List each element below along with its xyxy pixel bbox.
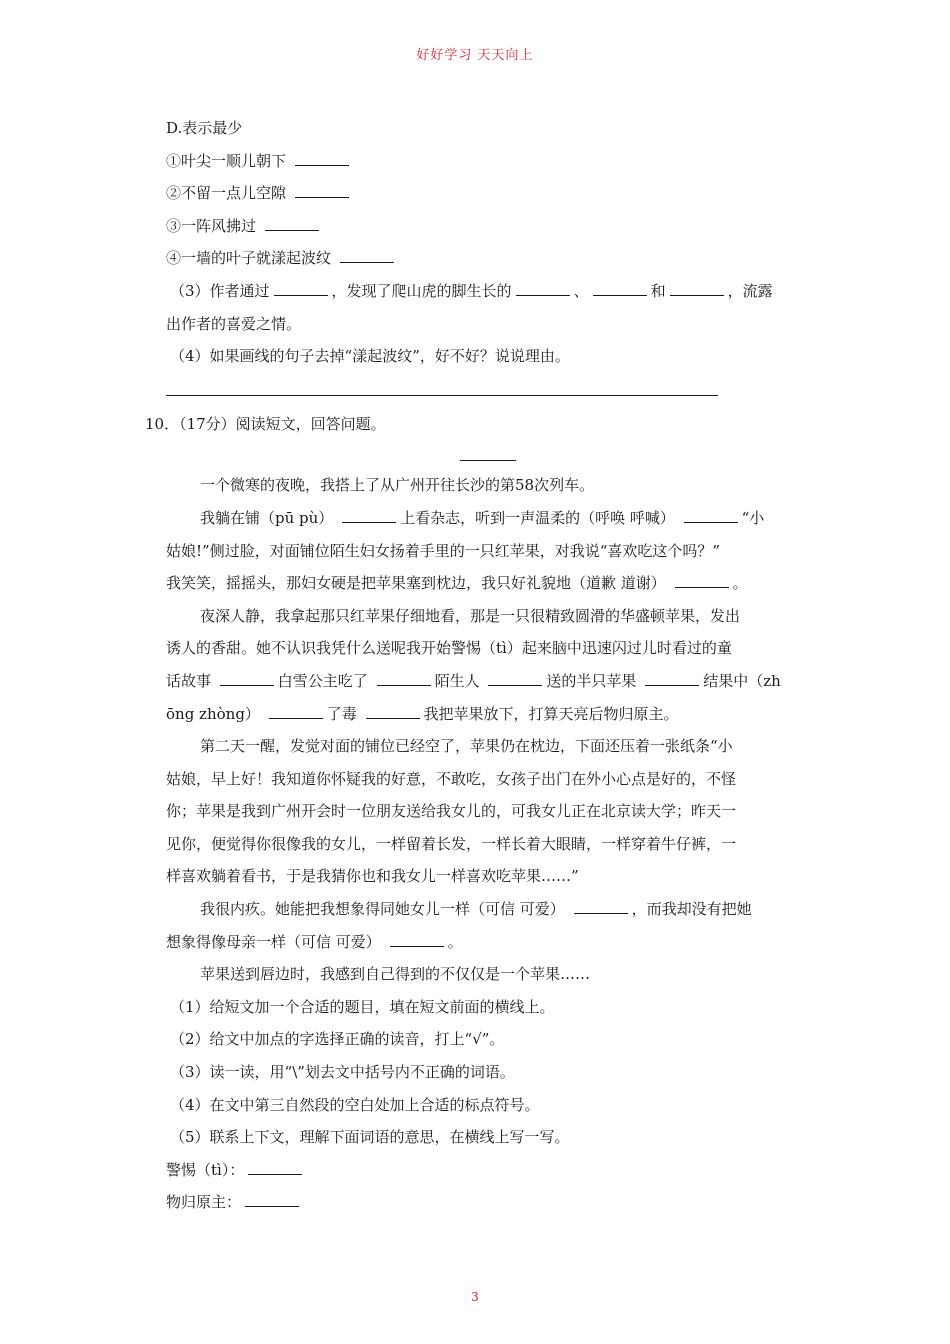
word-1: 警惕（tì）： (0, 1154, 950, 1187)
answer-blank[interactable] (265, 229, 319, 231)
punct-blank[interactable] (377, 684, 431, 686)
document-body (0, 112, 950, 1219)
answer-blank[interactable] (516, 294, 570, 296)
q9-item-3: ③一阵风拂过 (0, 210, 950, 243)
punct-blank[interactable] (488, 684, 542, 686)
passage-p4-line5: 样喜欢躺着看书，于是我猜你也和我女儿一样喜欢吃苹果……” (166, 867, 579, 886)
passage-p4-line3: 你；苹果是我到广州开会时一位朋友送给我女儿的，可我女儿正在北京读大学；昨天一 (166, 802, 737, 821)
q9-sub3: （3）作者通过 ，发现了爬山虎的脚生长的 、 和 ，流露 (170, 281, 773, 300)
q9-sub4: （4）如果画线的句子去掉“漾起波纹”，好不好？说说理由。 (170, 347, 570, 366)
passage-title-blank[interactable] (460, 440, 516, 461)
q9-sub3-cont: 出作者的喜爱之情。 (166, 314, 302, 333)
answer-blank[interactable] (342, 521, 396, 523)
passage-p3-line2: 诱人的香甜。她不认识我凭什么送呢我开始警惕（tì）起来脑中迅速闪过儿时看过的童 (166, 639, 732, 658)
page-number: 3 (471, 1290, 479, 1304)
answer-blank[interactable] (295, 196, 349, 198)
q9-item-2: ②不留一点儿空隙 (0, 177, 950, 210)
answer-blank[interactable] (574, 912, 628, 914)
answer-blank[interactable] (245, 1205, 299, 1207)
answer-line[interactable] (166, 373, 718, 396)
answer-blank[interactable] (248, 1173, 302, 1175)
answer-blank[interactable] (593, 294, 647, 296)
passage-p6: 苹果送到唇边时，我感到自己得到的不仅仅是一个苹果…… (200, 965, 591, 984)
passage-p3-line4: ōng zhòng） 了毒 我把苹果放下，打算天亮后物归原主。 (166, 704, 679, 723)
passage-p1: 一个微寒的夜晚，我搭上了从广州开往长沙的第58次列车。 (200, 476, 595, 495)
passage-p5-line2: 想象得像母亲一样（可信 可爱） 。 (166, 932, 463, 951)
passage-p4-line4: 见你，便觉得你很像我的女儿，一样留着长发，一样长着大眼睛，一样穿着牛仔裤，一 (166, 834, 737, 853)
q9-item-4: ④一墙的叶子就漾起波纹 (0, 242, 950, 275)
passage-p4-line1: 第二天一醒，发觉对面的铺位已经空了，苹果仍在枕边，下面还压着一张纸条“小 (200, 737, 733, 756)
passage-p2-line2: 姑娘!”侧过脸，对面铺位陌生妇女扬着手里的一只红苹果，对我说“喜欢吃这个吗？” (166, 541, 721, 560)
word-2: 物归原主： (0, 1186, 950, 1219)
passage-p5-line1: 我很内疚。她能把我想象得同她女儿一样（可信 可爱） ，而我却没有把她 (200, 900, 752, 919)
option-d: D.表示最少 (166, 119, 243, 137)
page-header: 好好学习 天天向上 (416, 48, 534, 63)
punct-blank[interactable] (220, 684, 274, 686)
q9-item-1: ①叶尖一顺儿朝下 (0, 145, 950, 178)
punct-blank[interactable] (269, 717, 323, 719)
passage-p4-line2: 姑娘，早上好！我知道你怀疑我的好意，不敢吃，女孩子出门在外小心点是好的，不怪 (166, 769, 737, 788)
q10-sub-2: （2）给文中加点的字选择正确的读音，打上“√”。 (170, 1030, 505, 1049)
answer-blank[interactable] (670, 294, 724, 296)
answer-blank[interactable] (390, 945, 444, 947)
q10-sub-3: （3）读一读，用“\”划去文中括号内不正确的词语。 (170, 1063, 515, 1082)
passage-p2-line1: 我躺在铺（pū pù） 上看杂志，听到一声温柔的（呼唤 呼喊） “小 (200, 508, 765, 527)
q10-sub-1: （1）给短文加一个合适的题目，填在短文前面的横线上。 (170, 997, 555, 1016)
passage-p3-line1: 夜深人静，我拿起那只红苹果仔细地看，那是一只很精致圆滑的华盛顿苹果，发出 (200, 606, 741, 625)
answer-blank[interactable] (295, 164, 349, 166)
punct-blank[interactable] (366, 717, 420, 719)
punct-blank[interactable] (645, 684, 699, 686)
passage-p3-line3: 话故事 白雪公主吃了 陌生人 送的半只苹果 结果中（zh (166, 671, 781, 690)
answer-blank[interactable] (274, 294, 328, 296)
answer-blank[interactable] (675, 586, 729, 588)
answer-blank[interactable] (684, 521, 738, 523)
q10-sub-4: （4）在文中第三自然段的空白处加上合适的标点符号。 (170, 1095, 540, 1114)
answer-blank[interactable] (340, 261, 394, 263)
passage-p2-line3: 我笑笑，摇摇头，那妇女硬是把苹果塞到枕边，我只好礼貌地（道歉 道谢） 。 (166, 574, 748, 593)
q10-title: 10．（17分）阅读短文，回答问题。 (145, 414, 386, 433)
q10-sub-5: （5）联系上下文，理解下面词语的意思，在横线上写一写。 (170, 1128, 570, 1147)
